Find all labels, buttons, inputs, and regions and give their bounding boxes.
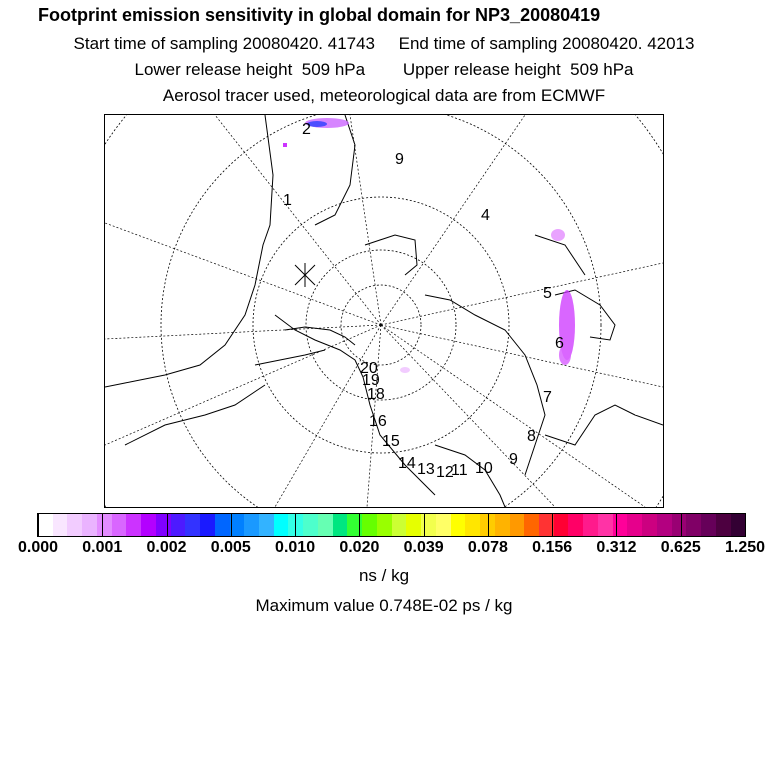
color-scale-segment <box>156 514 171 536</box>
color-scale-segment <box>465 514 480 536</box>
traj-label-16: 16 <box>369 413 387 430</box>
traj-label-9a: 9 <box>395 151 404 168</box>
color-scale-tick <box>745 514 746 536</box>
color-scale-segment <box>200 514 215 536</box>
sensitivity-plumes <box>283 118 575 373</box>
max-value-label: Maximum value 0.748E-02 ps / kg <box>255 596 513 615</box>
color-scale-bar <box>37 513 746 537</box>
release-heights <box>0 60 768 80</box>
traj-label-12: 12 <box>436 464 454 481</box>
color-scale-tick-label: 0.039 <box>403 539 444 556</box>
color-scale-tick <box>681 514 682 536</box>
color-scale-segment <box>406 514 421 536</box>
color-scale-segment <box>436 514 451 536</box>
units-label: ns / kg <box>358 566 410 585</box>
color-scale-tick <box>167 514 168 536</box>
release-upper: Upper release height 509 hPa <box>402 60 634 79</box>
color-scale-segment <box>686 514 701 536</box>
aerosol-note: Aerosol tracer used, meteorological data are from ECMWF <box>162 86 606 105</box>
color-scale-segment <box>627 514 642 536</box>
color-scale-tick <box>616 514 617 536</box>
color-scale-segment <box>244 514 259 536</box>
color-scale-tick <box>102 514 103 536</box>
color-scale-tick <box>424 514 425 536</box>
color-scale-tick <box>231 514 232 536</box>
color-scale-segment <box>53 514 68 536</box>
traj-label-20: 20 <box>360 360 378 377</box>
color-scale-segment <box>318 514 333 536</box>
traj-label-15: 15 <box>382 433 400 450</box>
color-scale-segment <box>67 514 82 536</box>
color-scale-tick <box>552 514 553 536</box>
color-scale-segment <box>259 514 274 536</box>
color-scale-segment <box>126 514 141 536</box>
color-scale-segment <box>185 514 200 536</box>
color-scale-tick-label: 0.005 <box>210 539 251 556</box>
traj-label-5: 5 <box>543 285 552 302</box>
color-scale-tick <box>38 514 39 536</box>
color-scale-tick-label: 0.625 <box>660 539 701 556</box>
traj-label-8: 8 <box>527 428 536 445</box>
color-scale-segment <box>82 514 97 536</box>
traj-label-2: 2 <box>302 121 311 138</box>
traj-label-9b: 9 <box>509 451 518 468</box>
color-scale-segment <box>377 514 392 536</box>
release-lower: Lower release height 509 hPa <box>134 60 366 79</box>
color-scale-tick <box>295 514 296 536</box>
color-scale-tick-label: 0.001 <box>82 539 123 556</box>
color-scale-segment <box>495 514 510 536</box>
color-scale-segment <box>171 514 186 536</box>
color-scale-segment <box>392 514 407 536</box>
color-scale-segment <box>568 514 583 536</box>
color-scale-segment <box>303 514 318 536</box>
color-scale-segment <box>583 514 598 536</box>
color-scale-tick-label: 0.312 <box>596 539 637 556</box>
color-scale-segment <box>451 514 466 536</box>
color-scale-segment <box>141 514 156 536</box>
color-scale-tick-label: 0.156 <box>532 539 573 556</box>
traj-label-7: 7 <box>543 389 552 406</box>
polar-map <box>104 114 664 508</box>
color-scale-segment <box>716 514 731 536</box>
traj-label-11: 11 <box>451 462 468 479</box>
color-scale-segment <box>731 514 746 536</box>
color-scale-segment <box>642 514 657 536</box>
traj-label-13: 13 <box>417 461 435 478</box>
color-scale-tick <box>488 514 489 536</box>
traj-label-14: 14 <box>398 455 416 472</box>
traj-label-18: 18 <box>367 386 385 403</box>
trajectory-labels <box>283 121 564 481</box>
map-canvas <box>105 115 663 507</box>
color-scale-tick <box>359 514 360 536</box>
color-scale-tick-label: 0.078 <box>467 539 508 556</box>
color-scale-tick-label: 0.020 <box>339 539 380 556</box>
color-scale-segment <box>657 514 672 536</box>
release-marker <box>295 263 315 287</box>
color-scale-segment <box>554 514 569 536</box>
color-scale-segment <box>112 514 127 536</box>
sampling-start: Start time of sampling 20080420. 41743 <box>73 34 376 53</box>
color-scale-segment <box>613 514 628 536</box>
color-scale-segment <box>333 514 348 536</box>
traj-label-1: 1 <box>283 192 292 209</box>
sampling-times <box>0 34 768 54</box>
color-scale-tick-label: 1.250 <box>724 539 766 556</box>
color-scale-segment <box>524 514 539 536</box>
color-scale-segment <box>701 514 716 536</box>
color-scale-segment <box>598 514 613 536</box>
color-scale-tick-label: 0.010 <box>275 539 316 556</box>
color-scale-tick-label: 0.000 <box>17 539 59 556</box>
color-scale-tick-label: 0.002 <box>146 539 187 556</box>
color-scale-segment <box>362 514 377 536</box>
plot-title: Footprint emission sensitivity in global domain for NP3_20080419 <box>38 5 601 25</box>
sampling-end: End time of sampling 20080420. 42013 <box>398 34 695 53</box>
traj-label-6: 6 <box>555 335 564 352</box>
color-scale-segment <box>510 514 525 536</box>
color-scale-segment <box>215 514 230 536</box>
color-scale-segment <box>97 514 112 536</box>
traj-label-4: 4 <box>481 207 490 224</box>
color-scale-segment <box>274 514 289 536</box>
traj-label-10: 10 <box>475 460 493 477</box>
traj-label-19: 19 <box>362 372 380 389</box>
color-scale-segment <box>38 514 53 536</box>
color-scale-segment <box>672 514 687 536</box>
